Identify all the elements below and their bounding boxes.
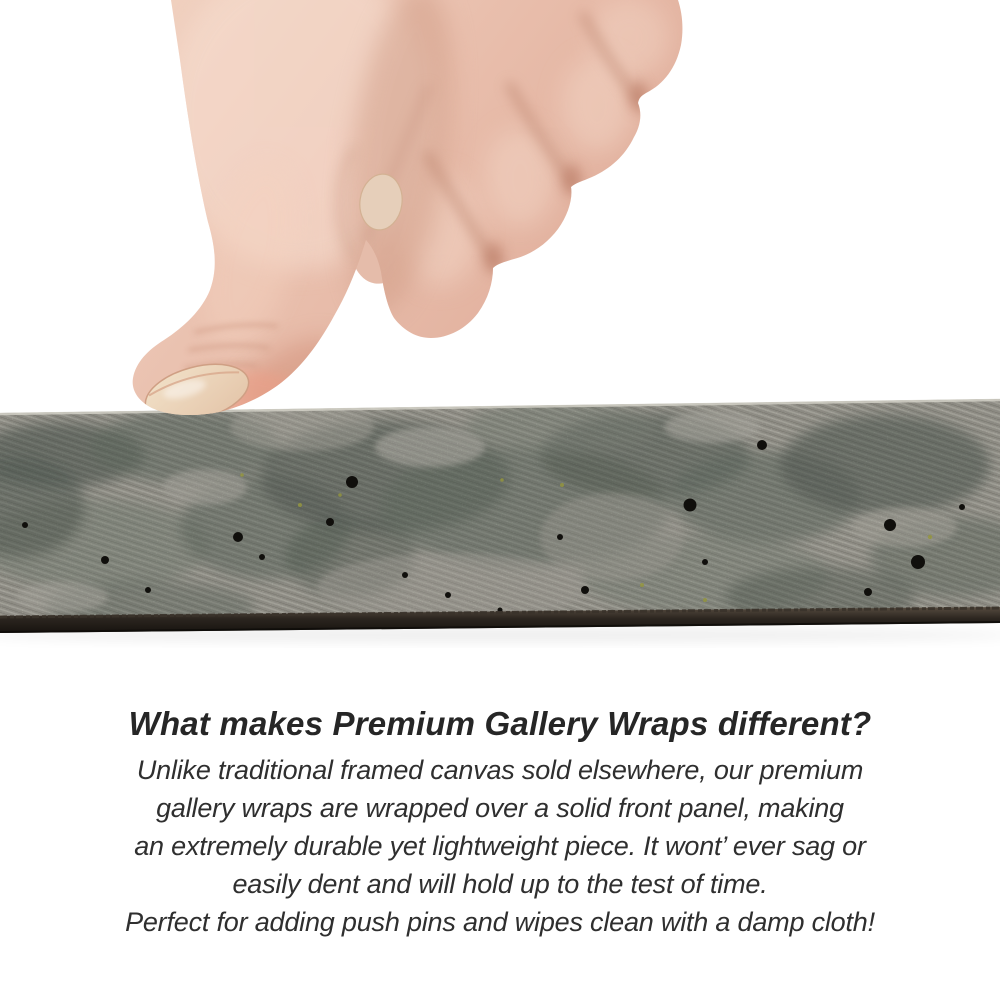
headline: What makes Premium Gallery Wraps different?: [128, 705, 872, 742]
body-line-3: an extremely durable yet lightweight piece. It wont’ ever sag or: [134, 831, 866, 861]
body-line-4: easily dent and will hold up to the test of time.: [232, 869, 768, 899]
body-line-2: gallery wraps are wrapped over a solid front panel, making: [156, 793, 844, 823]
body-line-5: Perfect for adding push pins and wipes clean with a damp cloth!: [125, 907, 875, 937]
body-line-1: Unlike traditional framed canvas sold elsewhere, our premium: [136, 755, 864, 785]
marketing-copy: [0, 704, 1000, 941]
hand-photo: [0, 0, 1000, 450]
